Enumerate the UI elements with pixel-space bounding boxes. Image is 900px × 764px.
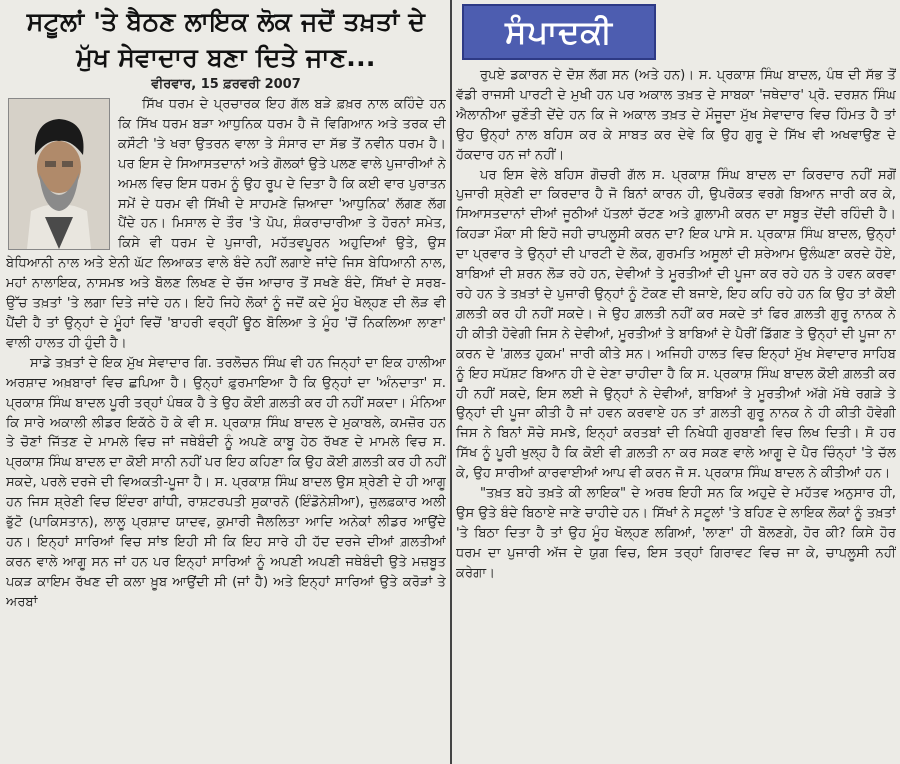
paragraph: ਪਰ ਇਸ ਵੇਲੇ ਬਹਿਸ ਗੋਚਰੀ ਗੱਲ ਸ. ਪ੍ਰਕਾਸ਼ ਸਿੰਘ ਬਾਦਲ ਦਾ ਕਿਰਦਾਰ ਨਹੀਂ ਸਗੋਂ ਪੁਜਾਰੀ ਸ਼੍ਰੇਣੀ ਦਾ ਕਿਰਦਾਰ ਹੈ ਜੋ ਬਿਨਾਂ ਕਾਰਨ ਹੀ, ਉਪਰੋਕਤ ਵਰਗੇ ਬਿਆਨ ਜਾਰੀ ਕਰ ਕੇ, ਸਿਆਸਤਦਾਨਾਂ ਦੀਆਂ ਜੂਠੀਆਂ ਪੱਤਲਾਂ ਚੱਟਣ ਅਤੇ ਗ਼ੁਲਾਮੀ ਕਰਨ ਦਾ ਸਬੂਤ ਦੇਂਦੀ ਰਹਿੰਦੀ ਹੈ। ਕਿਹੜਾ ਮੌਕਾ ਸੀ ਇਹੋ ਜਹੀ ਚਾਪਲੂਸੀ ਕਰਨ ਦਾ? ਇਕ ਪਾਸੇ ਸ. ਪ੍ਰਕਾਸ਼ ਸਿੰਘ ਬਾਦਲ, ਉਨ੍ਹਾਂ ਦਾ ਪ੍ਰਵਾਰ ਤੇ ਉਨ੍ਹਾਂ ਦੀ ਪਾਰਟੀ ਦੇ ਲੋਕ, ਗੁਰਮਤਿ ਅਸੂਲਾਂ ਦੀ ਸ਼ਰੇਆਮ ਉਲੰਘਣਾ ਕਰਦੇ ਹੋਏ, ਬਾਬਿਆਂ ਦੀ ਸ਼ਰਨ ਲੋੜ ਰਹੇ ਹਨ, ਦੇਵੀਆਂ ਤੇ ਮੂਰਤੀਆਂ ਦੀ ਪੂਜਾ ਕਰ ਰਹੇ ਹਨ ਤੇ ਹਵਨ ਕਰਵਾ ਰਹੇ ਹਨ ਤੇ ਤਖ਼ਤਾਂ ਦੇ ਪੁਜਾਰੀ ਉਨ੍ਹਾਂ ਨੂੰ ਟੋਕਣ ਦੀ ਬਜਾਏ, ਇਹ ਕਹਿ ਰਹੇ ਹਨ ਕਿ ਉਹ ਤਾਂ ਕੋਈ ਗ਼ਲਤੀ ਕਰ ਹੀ ਨਹੀਂ ਸਕਦੇ। ਜੇ ਉਹ ਗ਼ਲਤੀ ਨਹੀਂ ਕਰ ਸਕਦੇ ਤਾਂ ਫਿਰ ਗ਼ਲਤੀ ਗੁਰੂ ਨਾਨਕ ਨੇ ਹੀ ਕੀਤੀ ਹੋਵੇਗੀ ਜਿਸ ਨੇ ਦੇਵੀਆਂ, ਮੂਰਤੀਆਂ ਤੇ ਬਾਬਿਆਂ ਦੇ ਪੈਰੀਂ ਡਿੱਗਣ ਤੇ ਉਨ੍ਹਾਂ ਦੀ ਪੂਜਾ ਨਾ ਕਰਨ ਦੇ 'ਗ਼ਲਤ ਹੁਕਮ' ਜਾਰੀ ਕੀਤੇ ਸਨ। ਅਜਿਹੀ ਹਾਲਤ ਵਿਚ ਇਨ੍ਹਾਂ ਮੁੱਖ ਸੇਵਾਦਾਰ ਸਾਹਿਬ ਨੂੰ ਇਹ ਸਪੱਸ਼ਟ ਬਿਆਨ ਹੀ ਦੇ ਦੇਣਾ ਚਾਹੀਦਾ ਹੈ ਕਿ ਸ. ਪ੍ਰਕਾਸ਼ ਸਿੰਘ ਬਾਦਲ ਕੋਈ ਗ਼ਲਤੀ ਕਰ ਹੀ ਨਹੀਂ ਸਕਦੇ, ਇਸ ਲਈ ਜੇ ਉਨ੍ਹਾਂ ਨੇ ਦੇਵੀਆਂ, ਬਾਬਿਆਂ ਤੇ ਮੂਰਤੀਆਂ ਅੱਗੇ ਮੱਥੇ ਰਗੜੇ ਤੇ ਉਨ੍ਹਾਂ ਦੀ ਪੂਜਾ ਕੀਤੀ ਹੈ ਜਾਂ ਹਵਨ ਕਰਵਾਏ ਹਨ ਤਾਂ ਗ਼ਲਤੀ ਗੁਰੂ ਨਾਨਕ ਨੇ ਹੀ ਕੀਤੀ ਹੋਵੇਗੀ ਜਿਸ ਨੇ ਬਿਨਾਂ ਸੋਚੇ ਸਮਝੇ, ਇਨ੍ਹਾਂ ਕਰਤਬਾਂ ਦੀ ਨਿਖੇਧੀ ਗੁਰਬਾਣੀ ਵਿਚ ਲਿਖ ਦਿਤੀ। ਸੋ ਹਰ ਸਿੱਖ ਨੂੰ ਪੂਰੀ ਖੁਲ੍ਹ ਹੈ ਕਿ ਕੋਈ ਵੀ ਗ਼ਲਤੀ ਨਾ ਕਰ ਸਕਣ ਵਾਲੇ ਆਗੂ ਦੇ ਪੈਰ ਚਿੰਨ੍ਹਾਂ 'ਤੇ ਚੱਲ ਕੇ, ਉਹ ਸਾਰੀਆਂ ਕਾਰਵਾਈਆਂ ਆਪ ਵੀ ਕਰਨ ਜੋ ਸ. ਪ੍ਰਕਾਸ਼ ਸਿੰਘ ਬਾਦਲ ਨੇ ਕੀਤੀਆਂ ਹਨ। xyxy=(456,167,896,482)
paragraph: ਸਿੱਖ ਧਰਮ ਦੇ ਪ੍ਰਚਾਰਕ ਇਹ ਗੱਲ ਬੜੇ ਫ਼ਖ਼ਰ ਨਾਲ ਕਹਿੰਦੇ ਹਨ ਕਿ ਸਿੱਖ ਧਰਮ ਬੜਾ ਆਧੁਨਿਕ ਧਰਮ ਹੈ ਜੋ ਵਿਗਿਆਨ ਅਤੇ ਤਰਕ ਦੀ ਕਸੌਟੀ 'ਤੇ ਖਰਾ ਉਤਰਨ ਵਾਲਾ ਤੇ ਸੰਸਾਰ ਦਾ ਸੱਭ ਤੋਂ ਨਵੀਨ ਧਰਮ ਹੈ। ਪਰ ਇਸ ਦੇ ਸਿਆਸਤਦਾਨਾਂ ਅਤੇ ਗੋਲਕਾਂ ਉਤੇ ਪਲਣ ਵਾਲੇ ਪੁਜਾਰੀਆਂ ਨੇ ਅਮਲ ਵਿਚ ਇਸ ਧਰਮ ਨੂੰ ਉਹ ਰੂਪ ਦੇ ਦਿਤਾ ਹੈ ਕਿ ਕਈ ਵਾਰ ਪੁਰਾਤਨ ਸਮੇਂ ਦੇ ਧਰਮ ਵੀ ਸਿੱਖੀ ਦੇ ਸਾਹਮਣੇ ਜ਼ਿਆਦਾ 'ਆਧੁਨਿਕ' ਲੱਗਣ ਲੱਗ ਪੈਂਦੇ ਹਨ। ਮਿਸਾਲ ਦੇ ਤੌਰ 'ਤੇ ਪੋਪ, ਸ਼ੰਕਰਾਚਾਰੀਆ ਤੇ ਹੋਰਨਾਂ ਸਮੇਤ, ਕਿਸੇ ਵੀ ਧਰਮ ਦੇ ਪੁਜਾਰੀ, ਮਹੱਤਵਪੂਰਨ ਅਹੁਦਿਆਂ ਉਤੇ, ਉਸ ਬੇਧਿਆਨੀ ਨਾਲ ਅਤੇ ਏਨੀ ਘੱਟ ਲਿਆਕਤ ਵਾਲੇ ਬੰਦੇ ਨਹੀਂ ਲਗਾਏ ਜਾਂਦੇ ਜਿਸ ਬੇਧਿਆਨੀ ਨਾਲ, ਮਹਾਂ ਨਾਲਾਇਕ, ਨਾਸਮਝ ਅਤੇ ਬੋਲਣ ਲਿਖਣ ਦੇ ਚੱਜ ਆਚਾਰ ਤੋਂ ਸਖਣੇ ਬੰਦੇ, ਸਿੱਖਾਂ ਦੇ ਸਰਬ-ਉੱਚ ਤਖ਼ਤਾਂ 'ਤੇ ਲਗਾ ਦਿਤੇ ਜਾਂਦੇ ਹਨ। ਇਹੋ ਜਿਹੇ ਲੋਕਾਂ ਨੂੰ ਜਦੋਂ ਕਦੇ ਮੂੰਹ ਖੋਲ੍ਹਣ ਦੀ ਲੋੜ ਵੀ ਪੈਂਦੀ ਹੈ ਤਾਂ ਉਨ੍ਹਾਂ ਦੇ ਮੂੰਹਾਂ ਵਿਚੋਂ 'ਬਾਹਰੀ ਵਰ੍ਹੀਂ ਊਠ ਬੋਲਿਆ ਤੇ ਮੂੰਹ 'ਚੋਂ ਨਿਕਲਿਆ ਲਾਣਾ' ਵਾਲੀ ਹਾਲਤ ਹੀ ਹੁੰਦੀ ਹੈ। xyxy=(6,97,446,351)
paragraph: ਰੁਪਏ ਡਕਾਰਨ ਦੇ ਦੋਸ਼ ਲੱਗ ਸਨ (ਅਤੇ ਹਨ)। ਸ. ਪ੍ਰਕਾਸ਼ ਸਿੰਘ ਬਾਦਲ, ਪੰਥ ਦੀ ਸੱਭ ਤੋਂ ਵੱਡੀ ਰਾਜਸੀ ਪਾਰਟੀ ਦੇ ਮੁਖੀ ਹਨ ਪਰ ਅਕਾਲ ਤਖ਼ਤ ਦੇ ਸਾਬਕਾ 'ਜਥੇਦਾਰ' ਪ੍ਰੋ. ਦਰਸ਼ਨ ਸਿੰਘ ਐਲਾਨੀਆ ਚੁਣੌਤੀ ਦੇਂਦੇ ਹਨ ਕਿ ਜੇ ਅਕਾਲ ਤਖ਼ਤ ਦੇ ਮੌਜੂਦਾ ਮੁੱਖ ਸੇਵਾਦਾਰ ਵਿਚ ਹਿੰਮਤ ਹੈ ਤਾਂ ਉਹ ਉਨ੍ਹਾਂ ਨਾਲ ਬਹਿਸ ਕਰ ਕੇ ਸਾਬਤ ਕਰ ਦੇਵੇ ਕਿ ਉਹ ਗੁਰੂ ਦੇ ਸਿੱਖ ਵੀ ਅਖਵਾਉਣ ਦੇ ਹੱਕਦਾਰ ਹਨ ਜਾਂ ਨਹੀਂ। xyxy=(456,68,896,163)
portrait-illustration xyxy=(9,99,109,249)
paragraph: ਸਾਡੇ ਤਖ਼ਤਾਂ ਦੇ ਇਕ ਮੁੱਖ ਸੇਵਾਦਾਰ ਗਿ. ਤਰਲੋਚਨ ਸਿੰਘ ਵੀ ਹਨ ਜਿਨ੍ਹਾਂ ਦਾ ਇਕ ਹਾਲੀਆ ਅਰਸ਼ਾਦ ਅਖ਼ਬਾਰਾਂ ਵਿਚ ਛਪਿਆ ਹੈ। ਉਨ੍ਹਾਂ ਫ਼ੁਰਮਾਇਆ ਹੈ ਕਿ ਉਨ੍ਹਾਂ ਦਾ 'ਅੰਨਦਾਤਾ' ਸ. ਪ੍ਰਕਾਸ਼ ਸਿੰਘ ਬਾਦਲ ਪੂਰੀ ਤਰ੍ਹਾਂ ਪੰਥਕ ਹੈ ਤੇ ਉਹ ਕੋਈ ਗ਼ਲਤੀ ਕਰ ਹੀ ਨਹੀਂ ਸਕਦਾ। ਮੰਨਿਆ ਕਿ ਸਾਰੇ ਅਕਾਲੀ ਲੀਡਰ ਇਕੱਠੇ ਹੋ ਕੇ ਵੀ ਸ. ਪ੍ਰਕਾਸ਼ ਸਿੰਘ ਬਾਦਲ ਦੇ ਮੁਕਾਬਲੇ, ਕਮਜ਼ੋਰ ਹਨ ਤੇ ਚੋਣਾਂ ਜਿੱਤਣ ਦੇ ਮਾਮਲੇ ਵਿਚ ਜਾਂ ਜਥੇਬੰਦੀ ਨੂੰ ਅਪਣੇ ਕਾਬੂ ਹੇਠ ਰੱਖਣ ਦੇ ਮਾਮਲੇ ਵਿਚ ਸ. ਪ੍ਰਕਾਸ਼ ਸਿੰਘ ਬਾਦਲ ਦਾ ਕੋਈ ਸਾਨੀ ਨਹੀਂ ਪਰ ਇਹ ਕਹਿਣਾ ਕਿ ਉਹ ਕੋਈ ਗ਼ਲਤੀ ਕਰ ਹੀ ਨਹੀਂ ਸਕਦੇ, ਪਰਲੇ ਦਰਜੇ ਦੀ ਵਿਅਕਤੀ-ਪੂਜਾ ਹੈ। ਸ. ਪ੍ਰਕਾਸ਼ ਸਿੰਘ ਬਾਦਲ ਉਸ ਸ਼੍ਰੇਣੀ ਦੇ ਹੀ ਆਗੂ ਹਨ ਜਿਸ ਸ਼੍ਰੇਣੀ ਵਿਚ ਇੰਦਰਾ ਗਾਂਧੀ, ਰਾਸ਼ਟਰਪਤੀ ਸੁਕਾਰਨੋ (ਇੰਡੋਨੇਸ਼ੀਆ), ਜ਼ੁਲਫ਼ਕਾਰ ਅਲੀ ਭੁੱਟੋ (ਪਾਕਿਸਤਾਨ), ਲਾਲੂ ਪ੍ਰਸ਼ਾਦ ਯਾਦਵ, ਕੁਮਾਰੀ ਜੈਲਲਿਤਾ ਆਦਿ ਅਨੇਕਾਂ ਲੀਡਰ ਆਉਂਦੇ ਹਨ। ਇਨ੍ਹਾਂ ਸਾਰਿਆਂ ਵਿਚ ਸਾਂਝ ਇਹੀ ਸੀ ਕਿ ਇਹ ਸਾਰੇ ਹੀ ਹੱਦ ਦਰਜੇ ਦੀਆਂ ਗ਼ਲਤੀਆਂ ਕਰਨ ਵਾਲੇ ਆਗੂ ਸਨ ਜਾਂ ਹਨ ਪਰ ਇਨ੍ਹਾਂ ਸਾਰਿਆਂ ਨੂੰ ਅਪਣੀ ਅਪਣੀ ਜਥੇਬੰਦੀ ਉਤੇ ਮਜ਼ਬੂਤ ਪਕੜ ਕਾਇਮ ਰੱਖਣ ਦੀ ਕਲਾ ਖ਼ੂਬ ਆਉਂਦੀ ਸੀ (ਜਾਂ ਹੈ) ਅਤੇ ਇਨ੍ਹਾਂ ਸਾਰਿਆਂ ਉਤੇ ਕਰੋੜਾਂ ਤੇ ਅਰਬਾਂ xyxy=(6,355,446,610)
column-divider xyxy=(450,0,452,764)
left-article xyxy=(6,0,446,764)
right-article xyxy=(456,0,896,764)
editorial-body xyxy=(456,66,896,584)
article-headline: ਸਟੂਲਾਂ 'ਤੇ ਬੈਠਣ ਲਾਇਕ ਲੋਕ ਜਦੋਂ ਤਖ਼ਤਾਂ ਦੇ ਮੁੱਖ ਸੇਵਾਦਾਰ ਬਣਾ ਦਿਤੇ ਜਾਣ... xyxy=(26,7,426,72)
paragraph: "ਤਖ਼ਤ ਬਹੇ ਤਖ਼ਤੇ ਕੀ ਲਾਇਕ" ਦੇ ਅਰਥ ਇਹੀ ਸਨ ਕਿ ਅਹੁਦੇ ਦੇ ਮਹੱਤਵ ਅਨੁਸਾਰ ਹੀ, ਉਸ ਉਤੇ ਬੰਦੇ ਬਿਠਾਏ ਜਾਣੇ ਚਾਹੀਦੇ ਹਨ। ਸਿੱਖਾਂ ਨੇ ਸਟੂਲਾਂ 'ਤੇ ਬਹਿਣ ਦੇ ਲਾਇਕ ਲੋਕਾਂ ਨੂੰ ਤਖ਼ਤਾਂ 'ਤੇ ਬਿਠਾ ਦਿਤਾ ਹੈ ਤਾਂ ਉਹ ਮੂੰਹ ਖੋਲ੍ਹਣ ਲਗਿਆਂ, 'ਲਾਣਾ' ਹੀ ਬੋਲਣਗੇ, ਹੋਰ ਕੀ? ਕਿਸੇ ਹੋਰ ਧਰਮ ਦਾ ਪੁਜਾਰੀ ਅੱਜ ਦੇ ਯੁਗ ਵਿਚ, ਇਸ ਤਰ੍ਹਾਂ ਗਿਰਾਵਟ ਵਿਚ ਜਾ ਕੇ, ਚਾਪਲੂਸੀ ਨਹੀਂ ਕਰੇਗਾ। xyxy=(456,486,896,581)
article-body xyxy=(6,95,446,613)
editorial-masthead: ਸੰਪਾਦਕੀ xyxy=(462,4,656,60)
article-dateline: ਵੀਰਵਾਰ, 15 ਫ਼ਰਵਰੀ 2007 xyxy=(151,77,301,92)
author-photo xyxy=(8,98,110,250)
